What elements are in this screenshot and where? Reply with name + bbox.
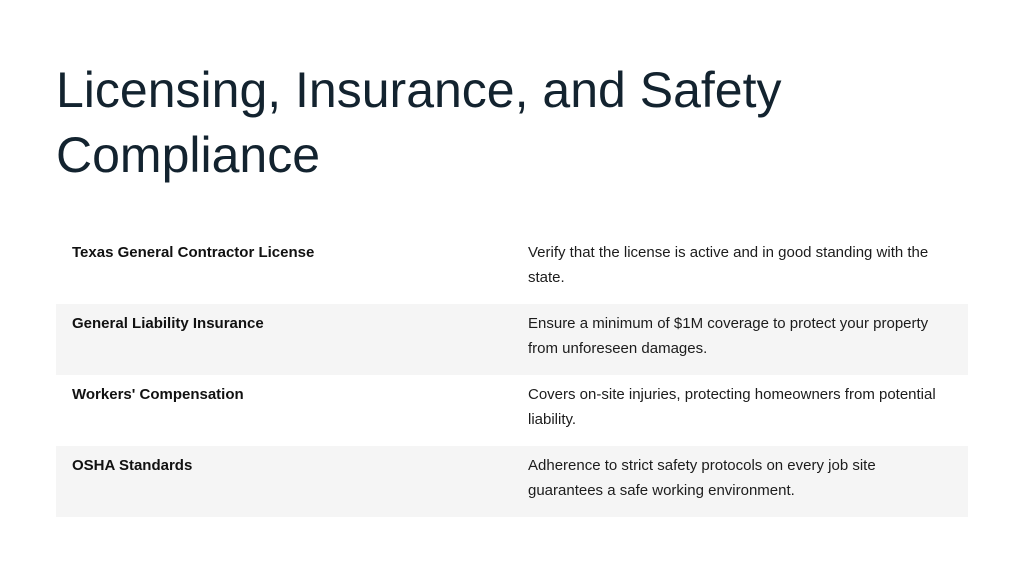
row-description: Ensure a minimum of $1M coverage to protect your property from unforeseen damages. [528, 315, 929, 357]
row-label: Workers' Compensation [72, 386, 244, 403]
compliance-table [56, 233, 968, 517]
table-row [56, 446, 968, 517]
row-label: General Liability Insurance [72, 315, 264, 332]
row-label: Texas General Contractor License [72, 244, 315, 261]
row-description: Verify that the license is active and in good standing with the state. [528, 244, 929, 286]
table-row [56, 233, 968, 304]
page-title: Licensing, Insurance, and Safety Compliance [56, 62, 782, 183]
table-row [56, 304, 968, 375]
row-description: Covers on-site injuries, protecting homeowners from potential liability. [528, 386, 936, 428]
row-description: Adherence to strict safety protocols on every job site guarantees a safe working environment. [528, 457, 876, 499]
row-label: OSHA Standards [72, 457, 193, 474]
table-row [56, 375, 968, 446]
